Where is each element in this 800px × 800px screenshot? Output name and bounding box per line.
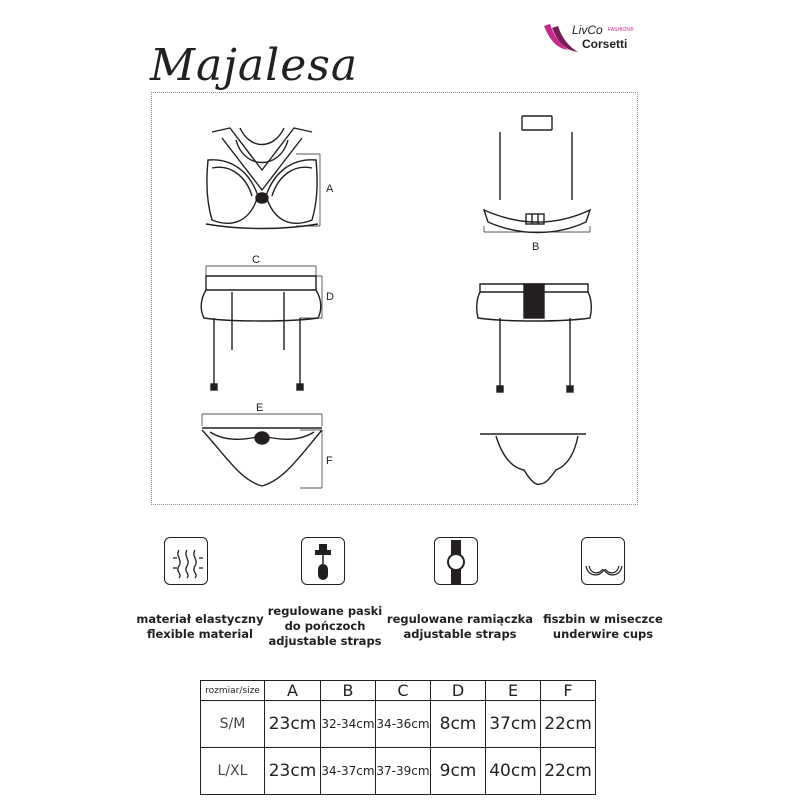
feature-caption-2: [255, 604, 395, 649]
brand-name-top: LivCo: [572, 23, 603, 37]
table-cell: 37cm: [486, 701, 541, 748]
feature-3-line1: regulowane ramiączka: [386, 612, 534, 626]
table-cell: 23cm: [265, 701, 321, 748]
table-cell: 22cm: [541, 701, 596, 748]
feature-icon-box-3: [434, 537, 478, 585]
feature-caption-4: [533, 612, 673, 642]
feature-caption-3: [385, 612, 535, 642]
product-title: Majalesa: [150, 40, 359, 91]
feature-1-line2: flexible material: [146, 627, 253, 641]
bra-back-drawing: [484, 116, 590, 233]
brand-tagline: FASHION®: [608, 27, 634, 33]
dim-label-b: B: [532, 241, 540, 253]
bra-front-drawing: [206, 128, 318, 229]
feature-2-line1: regulowane paski: [267, 604, 383, 618]
table-cell: 34-36cm: [376, 701, 431, 748]
col-header-a: A: [265, 681, 321, 701]
dim-label-a: A: [326, 183, 334, 195]
feature-4-line1: fiszbin w miseczce: [543, 612, 663, 626]
dim-label-d: D: [326, 291, 334, 303]
col-header-e: E: [486, 681, 541, 701]
feature-2-line2: do pończoch: [284, 619, 366, 633]
table-cell: 22cm: [541, 748, 596, 795]
table-row: [201, 701, 596, 748]
strap-slider-icon: [302, 538, 346, 586]
underwire-cups-icon: [582, 538, 626, 586]
col-header-d: D: [431, 681, 486, 701]
size-table: [200, 680, 596, 795]
wavy-lines-icon: [165, 538, 209, 586]
table-cell: 23cm: [265, 748, 321, 795]
table-cell: 37-39cm: [376, 748, 431, 795]
dim-label-f: F: [326, 455, 333, 467]
table-cell: 9cm: [431, 748, 486, 795]
panty-back-drawing: [480, 434, 586, 484]
table-cell: 40cm: [486, 748, 541, 795]
dim-label-c: C: [252, 254, 260, 266]
feature-3-line2: adjustable straps: [403, 627, 517, 641]
feature-icon-box-2: [301, 537, 345, 585]
feature-icon-box-1: [164, 537, 208, 585]
row-size-label: S/M: [201, 701, 265, 748]
table-cell: 32-34cm: [321, 701, 376, 748]
feature-caption-1: [130, 612, 270, 642]
feature-2-line3: adjustable straps: [268, 634, 382, 648]
strap-ring-icon: [435, 538, 479, 586]
brand-name-bottom: Corsetti: [582, 37, 628, 51]
garter-belt-front-drawing: [201, 276, 321, 390]
col-header-f: F: [541, 681, 596, 701]
dimension-c-lines: [206, 266, 316, 276]
dim-label-e: E: [256, 402, 264, 414]
dimension-f-lines: [300, 430, 322, 488]
table-cell: 34-37cm: [321, 748, 376, 795]
panty-front-drawing: [202, 428, 322, 486]
size-table-header: [201, 681, 596, 701]
table-cell: 8cm: [431, 701, 486, 748]
col-header-c: C: [376, 681, 431, 701]
feature-4-line2: underwire cups: [552, 627, 654, 641]
col-header-b: B: [321, 681, 376, 701]
row-size-label: L/XL: [201, 748, 265, 795]
dimension-e-lines: [202, 414, 322, 426]
feature-1-line1: materiał elastyczny: [136, 612, 264, 626]
table-row: [201, 748, 596, 795]
garter-belt-back-drawing: [477, 284, 592, 392]
feature-icon-box-4: [581, 537, 625, 585]
size-table-corner: rozmiar/size: [201, 681, 265, 701]
